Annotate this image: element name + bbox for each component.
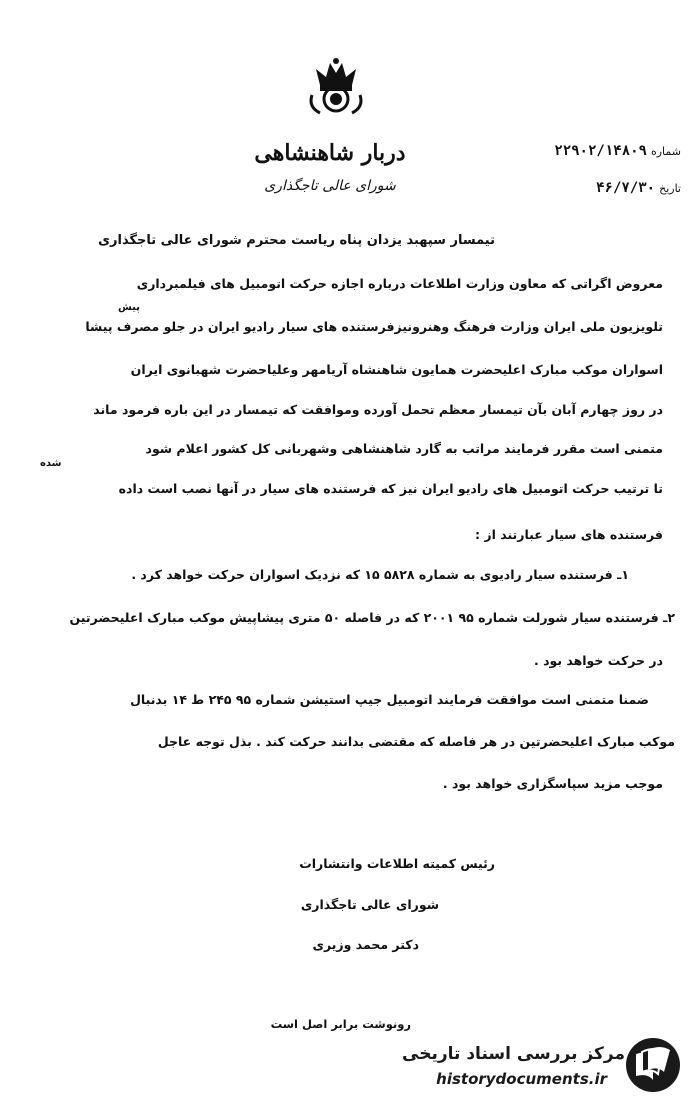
book-pages-logo-icon — [622, 1036, 684, 1094]
signature-line-1: رئیس کمیته اطلاعات وانتشارات — [299, 856, 495, 871]
body-line-1: معروض اگراتی که معاون وزارت اطلاعات درباره اجازه حرکت اتومبیل های فیلمبرداری — [136, 276, 663, 291]
document-date — [596, 180, 681, 196]
body-line-3: اسواران موکب مبارک اعلیحضرت همایون شاهنشاه آریامهر وعلیاحضرت شهبانوی ایران — [130, 362, 663, 377]
letterhead-subtitle: شورای عالی تاجگذاری — [264, 178, 396, 194]
number-value: ۲۲۹۰۲/۱۴۸۰۹ — [554, 143, 647, 159]
footer-url: historydocuments.ir — [436, 1070, 607, 1088]
body-line-4: در روز چهارم آبان بآن تیمسار معظم تحمل آورده وموافقت که تیمسار در این باره فرمود ماند — [93, 402, 663, 417]
body-line-8: ۱ـ فرستنده سیار رادیوی به شماره ۵۸۲۸ ۱۵ که نزدیک اسواران حرکت خواهد کرد . — [131, 567, 629, 582]
body-line-12: موکب مبارک اعلیحضرتین در هر فاصله که مقتضی بدانند حرکت کند . بذل توجه عاجل — [157, 734, 675, 749]
body-line-11: ضمنا متمنی است موافقت فرمایند اتومبیل جیپ استیشن شماره ۹۵ ۲۴۵ ط ۱۴ بدنبال — [130, 692, 649, 707]
letterhead-title: دربار شاهنشاهی — [254, 140, 406, 166]
margin-note-shodeh: شده — [40, 458, 62, 469]
signature-line-3: دکتر محمد وزیری — [312, 937, 419, 952]
body-line-7: فرستنده های سیار عبارتند از : — [475, 527, 663, 542]
margin-note-pish: پیش — [118, 302, 140, 313]
body-line-10: در حرکت خواهد بود . — [533, 653, 663, 668]
date-value: ۴۶/۷/۳۰ — [596, 180, 656, 196]
date-label: تاریخ — [659, 182, 681, 195]
document-number — [554, 143, 681, 159]
royal-crown-emblem-icon — [306, 55, 366, 117]
footer-title: مرکز بررسی اسناد تاریخی — [402, 1044, 625, 1064]
body-line-5: متمنی است مقرر فرمایند مراتب به گارد شاهنشاهی وشهربانی کل کشور اعلام شود — [145, 441, 663, 456]
number-label: شماره — [650, 145, 681, 158]
body-line-2: تلویزیون ملی ایران وزارت فرهنگ وهنرونیزفرستنده های سیار رادیو ایران در جلو مصرف پیشا — [85, 319, 663, 334]
body-line-13: موجب مزید سپاسگزاری خواهد بود . — [442, 776, 663, 791]
body-line-6: تا ترتیب حرکت اتومبیل های رادیو ایران نیز که فرستنده های سیار در آنها نصب است داده — [118, 481, 663, 496]
copy-certification: رونوشت برابر اصل است — [270, 1017, 411, 1031]
body-line-9: ۲ـ فرستنده سیار شورلت شماره ۹۵ ۲۰۰۱ که در فاصله ۵۰ متری پیشاپیش موکب مبارک اعلیحضرتین — [69, 610, 675, 625]
salutation: تیمسار سپهبد یزدان پناه ریاست محترم شورای عالی تاجگذاری — [98, 233, 495, 248]
signature-line-2: شورای عالی تاجگذاری — [300, 897, 439, 912]
